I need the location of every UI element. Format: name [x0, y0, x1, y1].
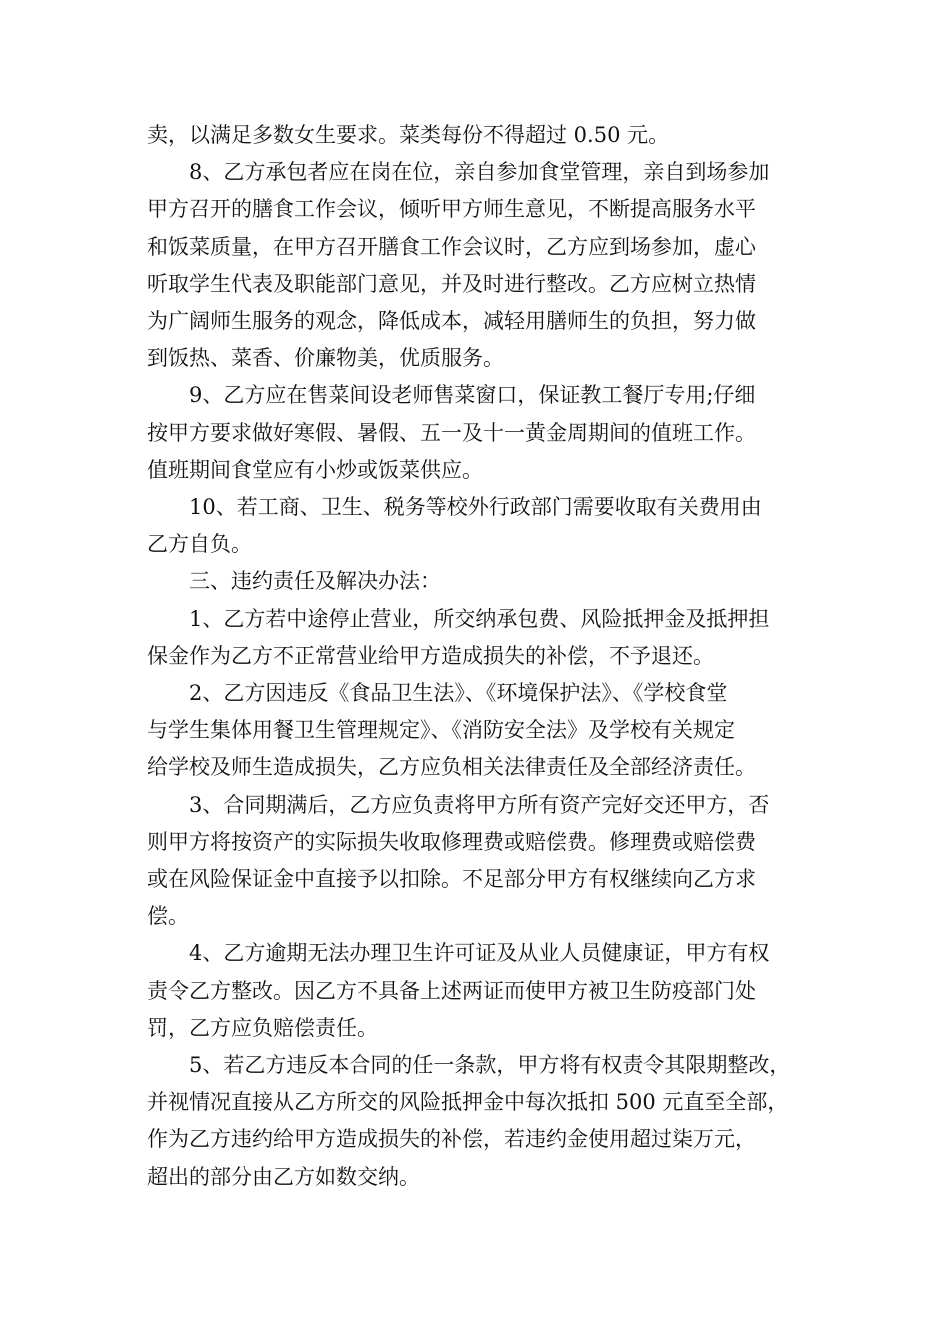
text-line: 则甲方将按资产的实际损失收取修理费或赔偿费。修理费或赔偿费 — [147, 829, 756, 854]
text-line: 按甲方要求做好寒假、暑假、五一及十一黄金周期间的值班工作。 — [147, 420, 756, 445]
text-line: 作为乙方违约给甲方造成损失的补偿，若违约金使用超过柒万元， — [147, 1127, 756, 1152]
text-line: 值班期间食堂应有小炒或饭菜供应。 — [147, 457, 483, 482]
paragraph — [147, 154, 812, 377]
text-line: 罚，乙方应负赔偿责任。 — [147, 1015, 378, 1040]
text-line: 三、违约责任及解决办法： — [189, 569, 441, 594]
text-line: 5、若乙方违反本合同的任一条款，甲方将有权责令其限期整改， — [189, 1053, 791, 1078]
text-line: 责令乙方整改。因乙方不具备上述两证而使甲方被卫生防疫部门处 — [147, 978, 756, 1003]
text-line: 4、乙方逾期无法办理卫生许可证及从业人员健康证，甲方有权 — [189, 941, 770, 966]
paragraph — [147, 601, 812, 675]
text-line: 给学校及师生造成损失，乙方应负相关法律责任及全部经济责任。 — [147, 755, 756, 780]
text-line: 和饭菜质量，在甲方召开膳食工作会议时，乙方应到场参加，虚心 — [147, 234, 756, 259]
text-line: 2、乙方因违反《食品卫生法》、《环境保护法》、《学校食堂 — [189, 681, 728, 706]
text-line: 与学生集体用餐卫生管理规定》、《消防安全法》及学校有关规定 — [147, 718, 735, 743]
text-line: 保金作为乙方不正常营业给甲方造成损失的补偿，不予退还。 — [147, 643, 714, 668]
paragraph — [147, 489, 812, 563]
text-line: 1、乙方若中途停止营业，所交纳承包费、风险抵押金及抵押担 — [189, 606, 770, 631]
text-line: 卖，以满足多数女生要求。菜类每份不得超过 0.50 元。 — [147, 123, 670, 147]
paragraph — [147, 377, 812, 489]
text-line: 超出的部分由乙方如数交纳。 — [147, 1164, 420, 1189]
text-line: 10、若工商、卫生、税务等校外行政部门需要收取有关费用由 — [189, 495, 762, 520]
text-line: 或在风险保证金中直接予以扣除。不足部分甲方有权继续向乙方求 — [147, 867, 756, 892]
text-line: 听取学生代表及职能部门意见，并及时进行整改。乙方应树立热情 — [147, 271, 756, 296]
paragraph — [147, 563, 812, 600]
text-line: 偿。 — [147, 904, 189, 929]
text-line: 8、乙方承包者应在岗在位，亲自参加食堂管理，亲自到场参加 — [189, 160, 770, 185]
paragraph — [147, 935, 812, 1047]
document-body — [147, 117, 812, 1196]
paragraph — [147, 675, 812, 787]
text-line: 乙方自负。 — [147, 532, 252, 557]
paragraph — [147, 117, 812, 154]
text-line: 到饭热、菜香、价廉物美，优质服务。 — [147, 346, 504, 371]
text-line: 为广阔师生服务的观念，降低成本，减轻用膳师生的负担，努力做 — [147, 309, 756, 334]
text-line: 3、合同期满后，乙方应负责将甲方所有资产完好交还甲方，否 — [189, 792, 770, 817]
paragraph — [147, 1047, 812, 1196]
text-line: 并视情况直接从乙方所交的风险抵押金中每次抵扣 500 元直至全部， — [147, 1090, 789, 1115]
text-line: 9、乙方应在售菜间设老师售菜窗口，保证教工餐厅专用;仔细 — [189, 383, 756, 408]
paragraph — [147, 787, 812, 936]
text-line: 甲方召开的膳食工作会议，倾听甲方师生意见，不断提高服务水平 — [147, 197, 756, 222]
